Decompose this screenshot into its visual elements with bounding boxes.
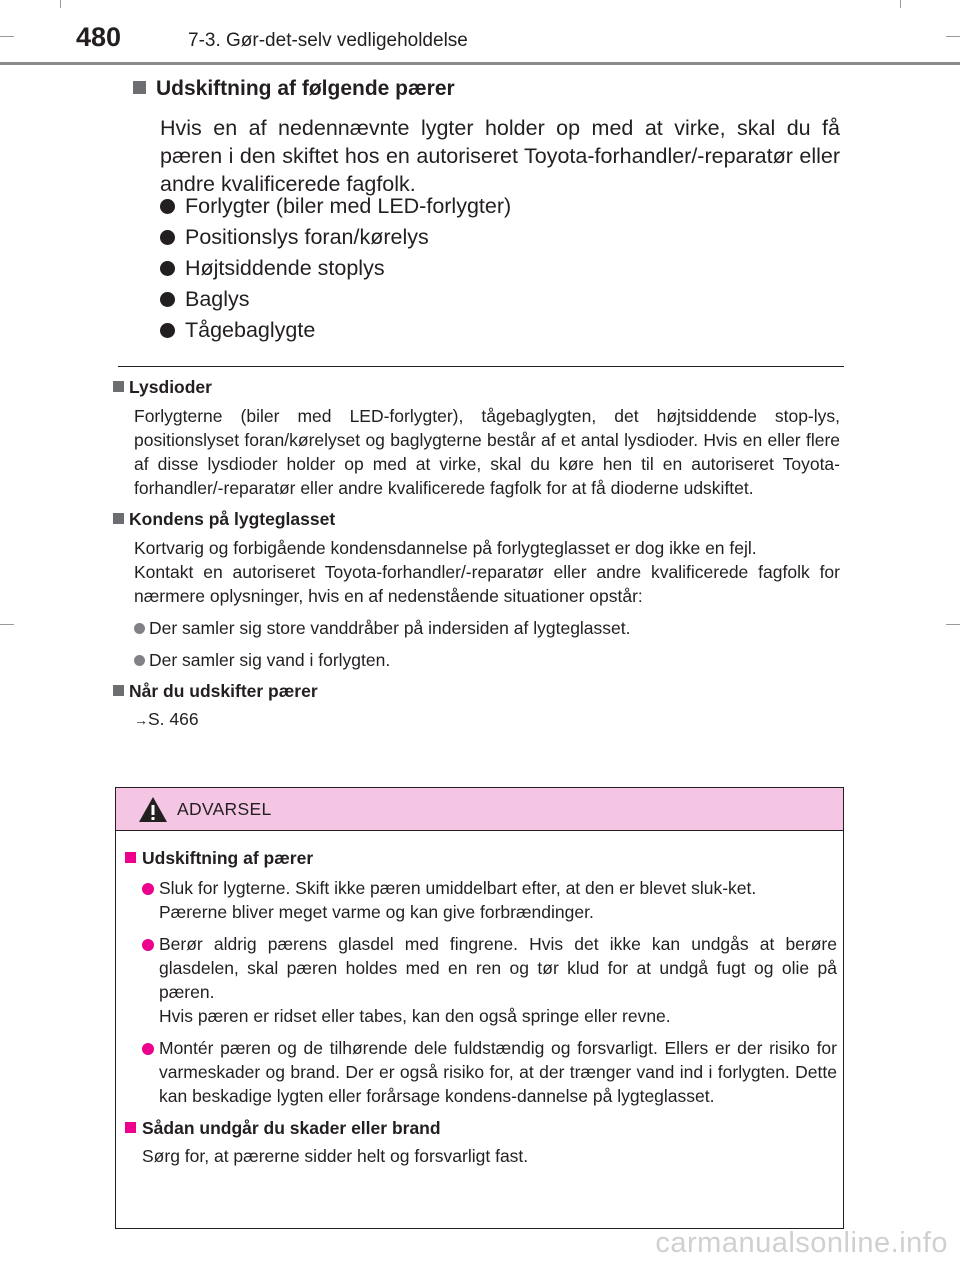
list-item: Berør aldrig pærens glasdel med fingrene. Hvis det ikke kan undgås at berøre glasdelen, skal pæren holdes med en ren og tør klud for at undgå fugt og olie på pæren. Hvis pæren er ridset eller tabes, kan den også springe eller revne. [142, 932, 837, 1028]
bullet-dot-icon [160, 261, 175, 276]
main-paragraph: Hvis en af nedennævnte lygter holder op med at virke, skal du få pæren i den skiftet hos en autoriseret Toyota-forhandler/-reparatør eller andre kvalificerede fagfolk. [160, 116, 840, 196]
bullet-dot-icon [134, 623, 145, 634]
notes-section [113, 376, 840, 732]
note-text-kondens-2: Kontakt en autoriseret Toyota-forhandler/-reparatør eller andre kvalificerede fagfolk for nærmere oplysninger, hvis en af nedenstående situationer opstår: [134, 562, 840, 606]
square-bullet-icon [125, 1122, 136, 1133]
warning-header [116, 788, 843, 831]
main-heading-text: Udskiftning af følgende pærer [156, 77, 455, 100]
list-item: Højtsiddende stoplys [160, 253, 840, 284]
warning-heading-1: Udskiftning af pærer [125, 846, 837, 870]
square-bullet-icon [113, 685, 124, 696]
crop-mark [946, 624, 960, 625]
list-item: Forlygter (biler med LED-forlygter) [160, 191, 840, 222]
list-item: Sluk for lygterne. Skift ikke pæren umiddelbart efter, at den er blevet sluk-ket. Pærerne bliver meget varme og kan give forbrændinger. [142, 876, 837, 924]
list-item: Positionslys foran/kørelys [160, 222, 840, 253]
note-text-kondens-1: Kortvarig og forbigående kondensdannelse på forlygteglasset er dog ikke en fejl. [134, 538, 757, 558]
warning-body [125, 846, 837, 1168]
bullet-dot-icon [142, 1043, 154, 1055]
list-item: Montér pæren og de tilhørende dele fuldstændig og forsvarligt. Ellers er der risiko for varmeskader og brand. Der er også risiko for, at der trænger vand ind i forlygten. Dette kan beskadige lygten eller forårsage kondens-dannelse på lygteglasset. [142, 1036, 837, 1108]
square-bullet-icon [125, 852, 136, 863]
warning-text-2: Sørg for, at pærerne sidder helt og forsvarligt fast. [142, 1146, 529, 1166]
warning-title: ADVARSEL [177, 798, 272, 819]
note-heading-udskifter: Når du udskifter pærer [113, 680, 840, 702]
warning-triangle-icon [138, 796, 168, 823]
bullet-dot-icon [160, 199, 175, 214]
warning-box [115, 787, 844, 1229]
lamp-list [160, 191, 840, 346]
page-header [0, 0, 960, 62]
page-reference [134, 707, 840, 732]
bullet-dot-icon [160, 230, 175, 245]
note-heading-kondens: Kondens på lygteglasset [113, 508, 840, 530]
list-item: Der samler sig store vanddråber på indersiden af lygteglasset. [134, 616, 840, 640]
crop-mark [0, 624, 14, 625]
bullet-dot-icon [160, 323, 175, 338]
page-number: 480 [76, 22, 122, 52]
main-heading [133, 77, 455, 101]
arrow-right-icon: → [134, 712, 148, 728]
bullet-dot-icon [134, 655, 145, 666]
square-bullet-icon [133, 81, 146, 94]
watermark: carmanualsonline.info [655, 1227, 948, 1259]
note-text-lysdioder: Forlygterne (biler med LED-forlygter), tågebaglygten, det højtsiddende stop-lys, positionslyset foran/kørelyset og baglygterne består af et antal lysdioder. Hvis en eller flere af disse lysdioder holder op med at virke, skal du køre hen til en autoriseret Toyota-forhandler/-reparatør eller andre kvalificerede fagfolk for at få dioderne udskiftet. [134, 406, 840, 498]
header-rule [0, 62, 960, 65]
square-bullet-icon [113, 381, 124, 392]
note-heading-lysdioder: Lysdioder [113, 376, 840, 398]
section-divider [118, 366, 844, 367]
bullet-dot-icon [160, 292, 175, 307]
bullet-dot-icon [142, 939, 154, 951]
page-reference-link[interactable]: S. 466 [148, 709, 199, 729]
list-item: Der samler sig vand i forlygten. [134, 648, 840, 672]
section-title: 7-3. Gør-det-selv vedligeholdelse [188, 30, 468, 51]
list-item: Tågebaglygte [160, 315, 840, 346]
list-item: Baglys [160, 284, 840, 315]
square-bullet-icon [113, 513, 124, 524]
warning-heading-2: Sådan undgår du skader eller brand [125, 1116, 837, 1140]
bullet-dot-icon [142, 883, 154, 895]
